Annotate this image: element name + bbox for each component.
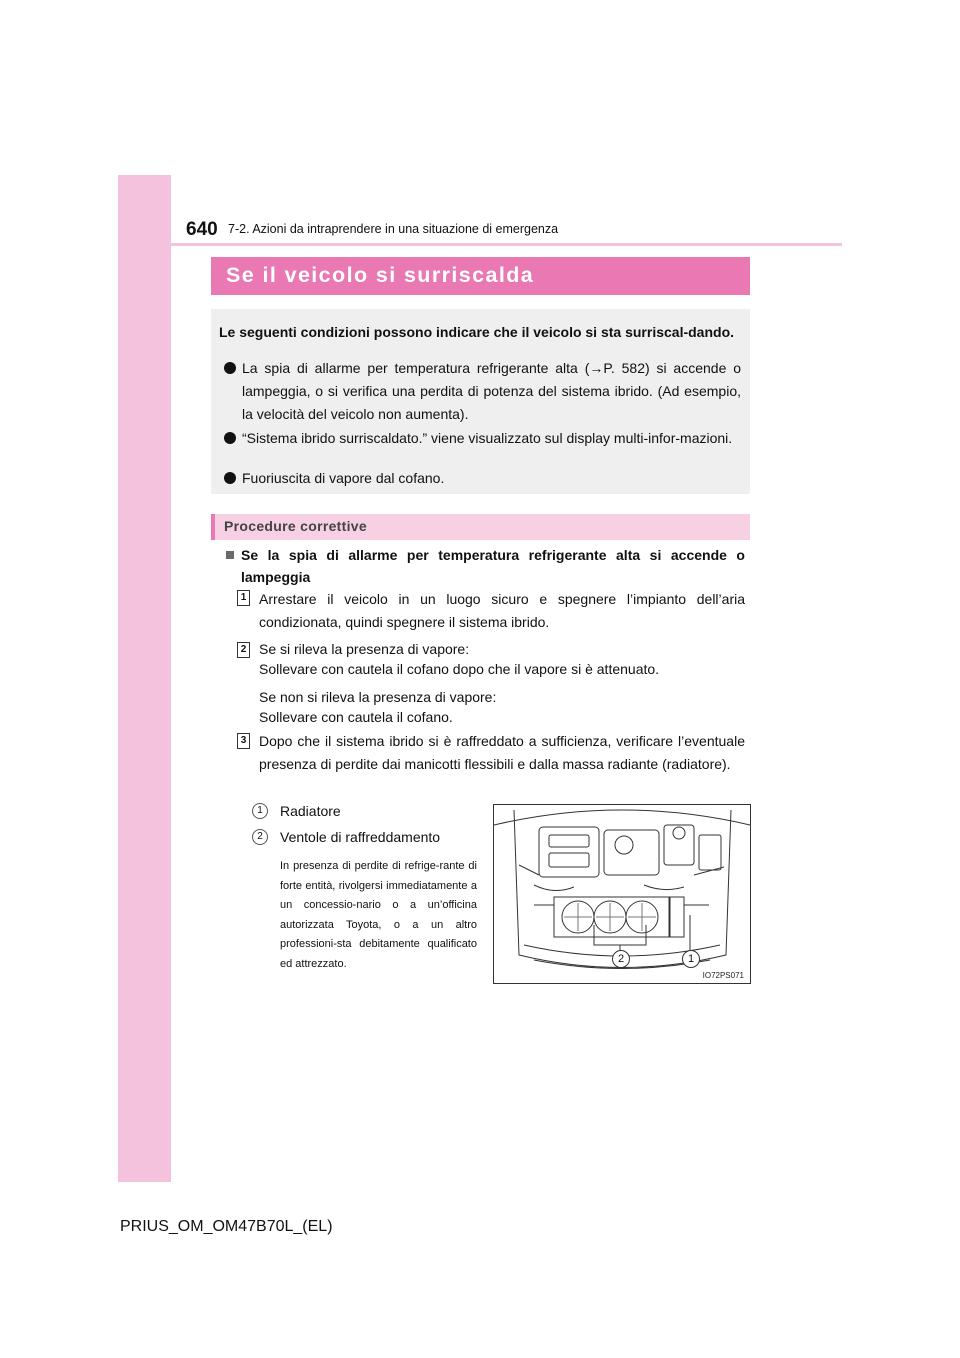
bullet-text: La spia di allarme per temperatura refrigerante alta (→P. 582) si accende o lampeggia, o si verifica una perdita di potenza del sistema ibrido. (Ad esempio, la velocità del veicolo non aumenta). bbox=[242, 360, 741, 422]
section-heading-bar bbox=[211, 514, 750, 540]
bullet-item bbox=[219, 427, 741, 450]
bullet-dot-icon bbox=[224, 472, 236, 484]
step-text: Sollevare con cautela il cofano dopo che il vapore si è attenuato. bbox=[259, 661, 660, 677]
step-text: Arrestare il veicolo in un luogo sicuro e spegnere l’impianto dell’aria condizionata, quindi spegnere il sistema ibrido. bbox=[259, 591, 745, 630]
chapter-heading: 7-2. Azioni da intraprendere in una situazione di emergenza bbox=[228, 222, 559, 236]
callout-number-1: 1 bbox=[252, 803, 268, 819]
bullet-text: “Sistema ibrido surriscaldato.” viene visualizzato sul display multi-infor-mazioni. bbox=[242, 430, 733, 446]
page-number: 640 bbox=[186, 219, 218, 240]
step-text: Dopo che il sistema ibrido si è raffreddato a sufficienza, verificare l’eventuale presenza di perdite dai manicotti flessibili e dalla massa radiante (radiatore). bbox=[259, 733, 745, 772]
warning-note: In presenza di perdite di refrige-rante di forte entità, rivolgersi immediatamente a un concessio-nario o a un’officina autorizzata Toyota, o a un altro professioni-sta debitamente qualificato ed attrezzato. bbox=[280, 860, 477, 970]
summary-intro: Le seguenti condizioni possono indicare che il veicolo si sta surriscal-dando. bbox=[219, 324, 735, 340]
callout-number-2: 2 bbox=[612, 950, 630, 968]
header-rule bbox=[171, 243, 842, 246]
section-title: Procedure correttive bbox=[224, 518, 367, 534]
page-title: Se il veicolo si surriscalda bbox=[226, 263, 535, 287]
section-accent bbox=[211, 514, 215, 540]
callout-number-1: 1 bbox=[682, 950, 700, 968]
step-number-badge: 1 bbox=[237, 590, 250, 606]
bullet-dot-icon bbox=[224, 362, 236, 374]
bullet-dot-icon bbox=[224, 432, 236, 444]
step-number-badge: 3 bbox=[237, 733, 250, 749]
document-footer: PRIUS_OM_OM47B70L_(EL) bbox=[120, 1218, 333, 1235]
legend-label: Ventole di raffreddamento bbox=[280, 829, 441, 845]
condition-heading: Se la spia di allarme per temperatura refrigerante alta si accende o lampeggia bbox=[241, 547, 745, 585]
square-bullet-icon bbox=[226, 551, 234, 559]
bullet-item bbox=[219, 467, 741, 490]
title-bar bbox=[211, 257, 750, 295]
bullet-text: Fuoriuscita di vapore dal cofano. bbox=[242, 470, 445, 486]
step-number-badge: 2 bbox=[237, 642, 250, 658]
step-text: Sollevare con cautela il cofano. bbox=[259, 709, 453, 725]
engine-bay-illustration bbox=[493, 804, 751, 984]
chapter-sidebar-tab bbox=[118, 175, 171, 1182]
legend-label: Radiatore bbox=[280, 803, 341, 819]
summary-box bbox=[211, 309, 750, 494]
callout-number-2: 2 bbox=[252, 829, 268, 845]
step-text: Se non si rileva la presenza di vapore: bbox=[259, 689, 497, 705]
bullet-item bbox=[219, 357, 741, 426]
figure-code: IO72PS071 bbox=[702, 971, 744, 980]
step-text: Se si rileva la presenza di vapore: bbox=[259, 641, 470, 657]
